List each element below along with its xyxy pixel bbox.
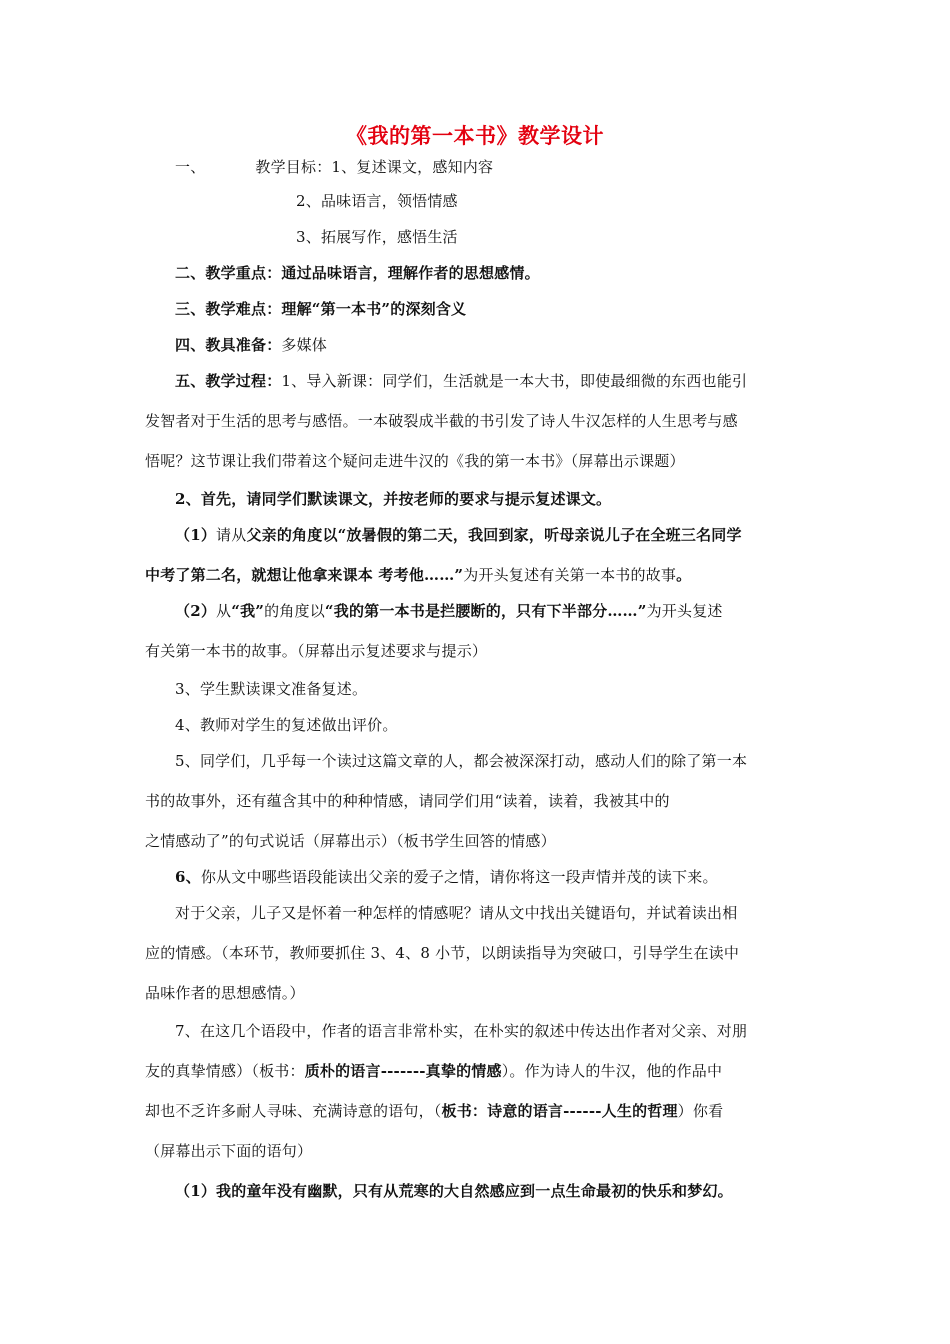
difficulty: 三、教学难点：理解“第一本书”的深刻含义 [175,300,467,318]
step-7-text-d: 却也不乏许多耐人寻味、充满诗意的语句，（ [145,1102,442,1120]
step-6-number: 6、 [175,868,201,886]
goal-2: 2、品味语言，领悟情感 [296,192,458,210]
quote-1: （1）我的童年没有幽默，只有从荒寒的大自然感应到一点生命最初的快乐和梦幻。 [175,1182,733,1200]
tools-line [175,334,327,355]
step-7-line-4: （屏幕出示下面的语句） [145,1142,313,1160]
step-2a-line-2 [145,564,691,585]
step-7-line-1: 7、在这几个语段中，作者的语言非常朴实，在朴实的叙述中传达出作者对父亲、对朋 [175,1022,748,1040]
goals-line-1 [175,156,493,177]
process-intro-2: 发智者对于生活的思考与感悟。一本破裂成半截的书引发了诗人牛汉怎样的人生思考与感 [145,412,738,430]
step-2a-period: 。 [676,566,692,584]
step-2b-me: “我” [231,602,265,620]
step-6b-line-2: 应的情感。（本环节，教师要抓住 3、4、8 小节，以朗读指导为突破口，引导学生在读中 [145,944,740,962]
step-3: 3、学生默读课文准备复述。 [175,680,368,698]
process-line-1 [175,370,747,391]
step-6-line [175,866,718,887]
step-2a-line-1 [175,524,742,545]
step-6-text: 你从文中哪些语段能读出父亲的爱子之情，请你将这一段声情并茂的读下来。 [200,868,718,886]
step-2a-quote-end: 中考了第二名，就想让他拿来课本 考考他……” [145,566,464,584]
board-note-1: 质朴的语言-------真挚的情感 [304,1062,502,1080]
step-2a-quote: 父亲的角度以“放暑假的第二天，我回到家，听母亲说儿子在全班三名同学 [246,526,742,544]
step-6b-line-3: 品味作者的思想感情。） [145,984,305,1002]
step-6b-line-1: 对于父亲，儿子又是怀着一种怎样的情感呢？请从文中找出关键语句，并试着读出相 [175,904,738,922]
step-2b-number: （2） [175,602,217,620]
goals-label: 教学目标： [255,158,332,176]
process-intro-3: 悟呢？这节课让我们带着这个疑问走进牛汉的《我的第一本书》（屏幕出示课题） [145,452,685,470]
step-7-line-2 [145,1060,722,1081]
step-2b-quote: “我的第一本书是拦腰断的，只有下半部分……” [324,602,647,620]
key-point: 二、教学重点：通过品味语言，理解作者的思想感情。 [175,264,540,282]
step-7-text-a: 友的真挚情感）（板书： [145,1062,305,1080]
step-7-line-3 [145,1100,723,1121]
process-intro-1: 1、导入新课：同学们，生活就是一本大书，即使最细微的东西也能引 [281,372,748,390]
step-2b-line-1 [175,600,723,621]
step-5-line-2: 书的故事外，还有蕴含其中的种种情感，请同学们用“读着，读着，我被其中的 [145,792,670,810]
step-2b-text-2: 的角度以 [264,602,325,620]
document-title: 《我的第一本书》教学设计 [346,123,604,148]
step-7-text-e: ）你看 [677,1102,724,1120]
step-7-text-c: ）。作为诗人的牛汉，他的作品中 [501,1062,723,1080]
step-2: 2、首先，请同学们默读课文，并按老师的要求与提示复述课文。 [175,490,612,508]
step-2b-text-3: 为开头复述 [646,602,723,620]
step-5-line-1: 5、同学们，几乎每一个读过这篇文章的人，都会被深深打动，感动人们的除了第一本 [175,752,748,770]
tools-label: 四、教具准备： [175,336,282,354]
board-note-2: 板书：诗意的语言------人生的哲理 [441,1102,678,1120]
tools-value: 多媒体 [281,336,328,354]
process-label: 五、教学过程： [175,372,282,390]
step-2b-text-1: 从 [216,602,232,620]
goal-1: 1、复述课文，感知内容 [331,158,494,176]
goal-3: 3、拓展写作，感悟生活 [296,228,458,246]
step-2a-text: 请从 [216,526,247,544]
step-2a-number: （1） [175,526,217,544]
step-2b-line-2: 有关第一本书的故事。（屏幕出示复述要求与提示） [145,642,488,660]
step-5-line-3: 之情感动了”的句式说话（屏幕出示）（板书学生回答的情感） [145,832,556,850]
step-2a-instruction: 为开头复述有关第一本书的故事 [463,566,677,584]
step-4: 4、教师对学生的复述做出评价。 [175,716,398,734]
goals-number: 一、 [175,158,206,176]
